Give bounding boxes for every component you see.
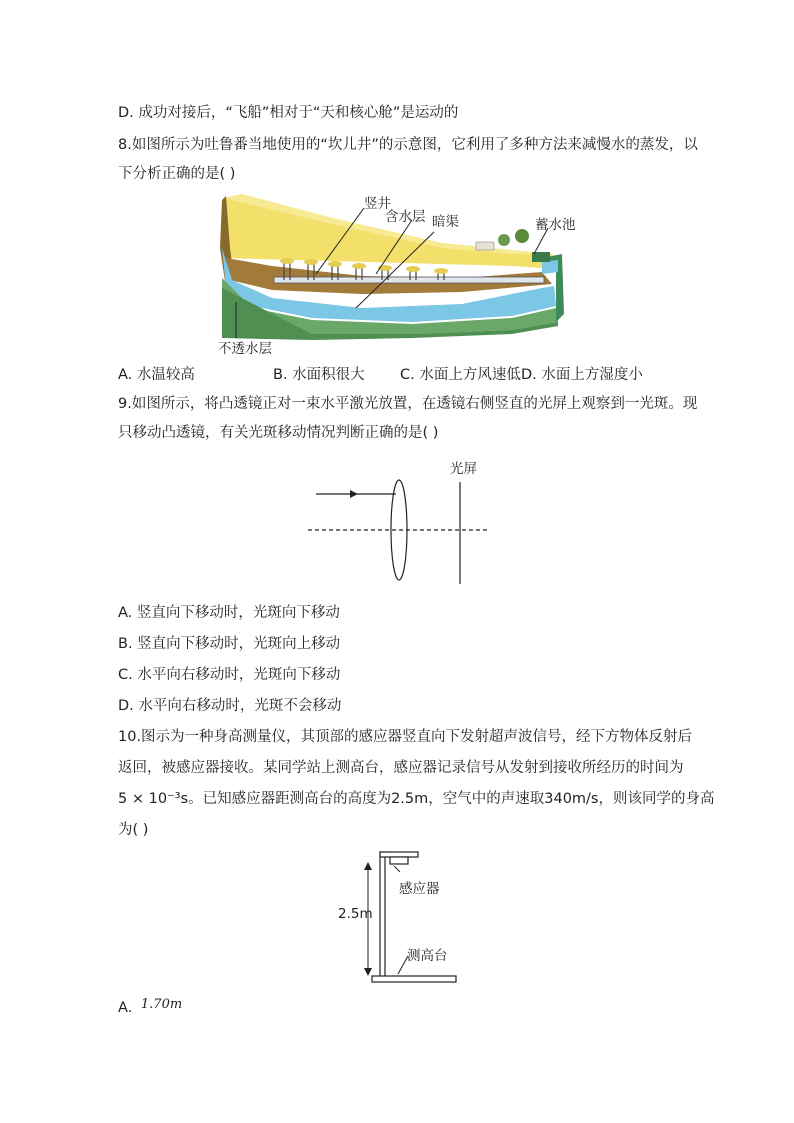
label-screen: 光屏 [450, 461, 477, 477]
label-impermeable: 不透水层 [218, 341, 272, 357]
label-platform: 测高台 [407, 948, 448, 964]
label-shaft: 竖井 [364, 196, 391, 212]
q8-option-c: C. 水面上方风速低 [400, 367, 521, 383]
q9-stem-line2: 只移动凸透镜，有关光斑移动情况判断正确的是( ) [118, 425, 439, 441]
q9-option-c: C. 水平向右移动时，光斑向下移动 [118, 667, 341, 683]
q9-option-d: D. 水平向右移动时，光斑不会移动 [118, 698, 342, 714]
q10-stem-line4: 为( ) [118, 822, 149, 838]
label-sensor: 感应器 [399, 881, 440, 897]
q9-option-b: B. 竖直向下移动时，光斑向上移动 [118, 636, 341, 652]
label-height: 2.5m [338, 906, 373, 922]
q8-stem-line2: 下分析正确的是( ) [118, 166, 236, 182]
q9-stem-line1: 9.如图所示，将凸透镜正对一束水平激光放置，在透镜右侧竖直的光屏上观察到一光斑。现 [118, 396, 698, 412]
q10-option-a-value: 1.70m [140, 997, 183, 1012]
q10-option-a-prefix: A. [118, 1000, 133, 1016]
q10-stem-line2: 返回，被感应器接收。某同学站上测高台，感应器记录信号从发射到接收所经历的时间为 [118, 760, 684, 776]
q9-option-a: A. 竖直向下移动时，光斑向下移动 [118, 605, 340, 621]
q10-stem-line3: 5 × 10⁻³s。已知感应器距测高台的高度为2.5m，空气中的声速取340m/s，则该同学的身高 [118, 791, 715, 807]
q10-option-a [118, 997, 183, 1016]
label-channel: 暗渠 [432, 214, 459, 230]
q7-option-d: D. 成功对接后，“飞船”相对于“天和核心舱”是运动的 [118, 105, 459, 121]
q10-stem-line1: 10.图示为一种身高测量仪，其顶部的感应器竖直向下发射超声波信号，经下方物体反射后 [118, 729, 693, 745]
q8-option-b: B. 水面积很大 [273, 367, 365, 383]
label-aquifer: 含水层 [385, 209, 426, 225]
lens-figure [308, 470, 498, 590]
q8-option-d: D. 水面上方湿度小 [521, 367, 643, 383]
label-pool: 蓄水池 [535, 217, 576, 233]
q8-option-a: A. 水温较高 [118, 367, 195, 383]
q8-stem-line1: 8.如图所示为吐鲁番当地使用的“坎儿井”的示意图，它利用了多种方法来减慢水的蒸发，以 [118, 137, 698, 153]
